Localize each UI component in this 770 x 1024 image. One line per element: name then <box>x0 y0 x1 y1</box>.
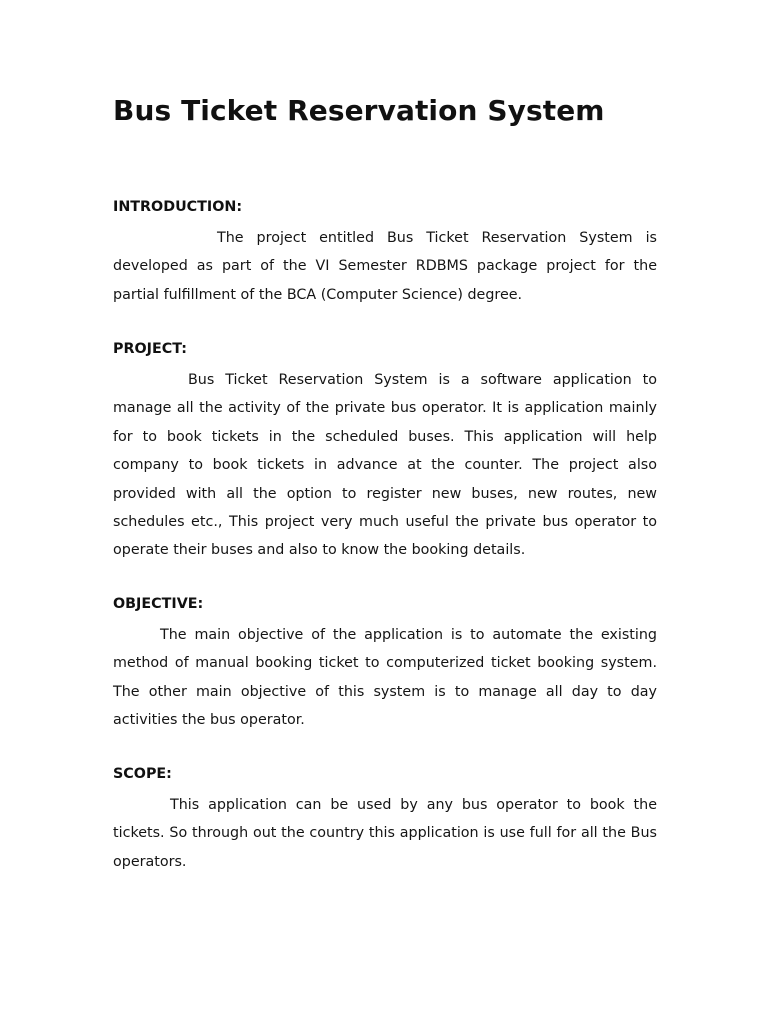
section-scope <box>113 765 657 876</box>
section-heading-objective: OBJECTIVE: <box>113 596 204 612</box>
section-paragraph-project: Bus Ticket Reservation System is a software application to manage all the activity of the private bus operator. It is application mainly for to book tickets in the scheduled buses. This application will help company to book tickets in advance at the counter. The project also provided with all the option to register new buses, new routes, new schedules etc., This project very much useful the private bus operator to operate their buses and also to know the booking details. <box>113 372 657 559</box>
section-heading-introduction: INTRODUCTION: <box>113 199 243 215</box>
document-title: Bus Ticket Reservation System <box>113 94 605 127</box>
section-introduction <box>113 198 657 309</box>
section-paragraph-introduction: The project entitled Bus Ticket Reservation System is developed as part of the VI Semester RDBMS package project for the partial fulfillment of the BCA (Computer Science) degree. <box>113 230 657 303</box>
section-paragraph-objective: The main objective of the application is to automate the existing method of manual booking ticket to computerized ticket booking system. The other main objective of this system is to manage all day to day activities the bus operator. <box>113 627 657 729</box>
section-paragraph-scope: This application can be used by any bus operator to book the tickets. So through out the country this application is use full for all the Bus operators. <box>113 797 657 870</box>
section-objective <box>113 595 657 735</box>
section-heading-scope: SCOPE: <box>113 766 172 782</box>
section-heading-project: PROJECT: <box>113 341 187 357</box>
section-project <box>113 340 657 565</box>
